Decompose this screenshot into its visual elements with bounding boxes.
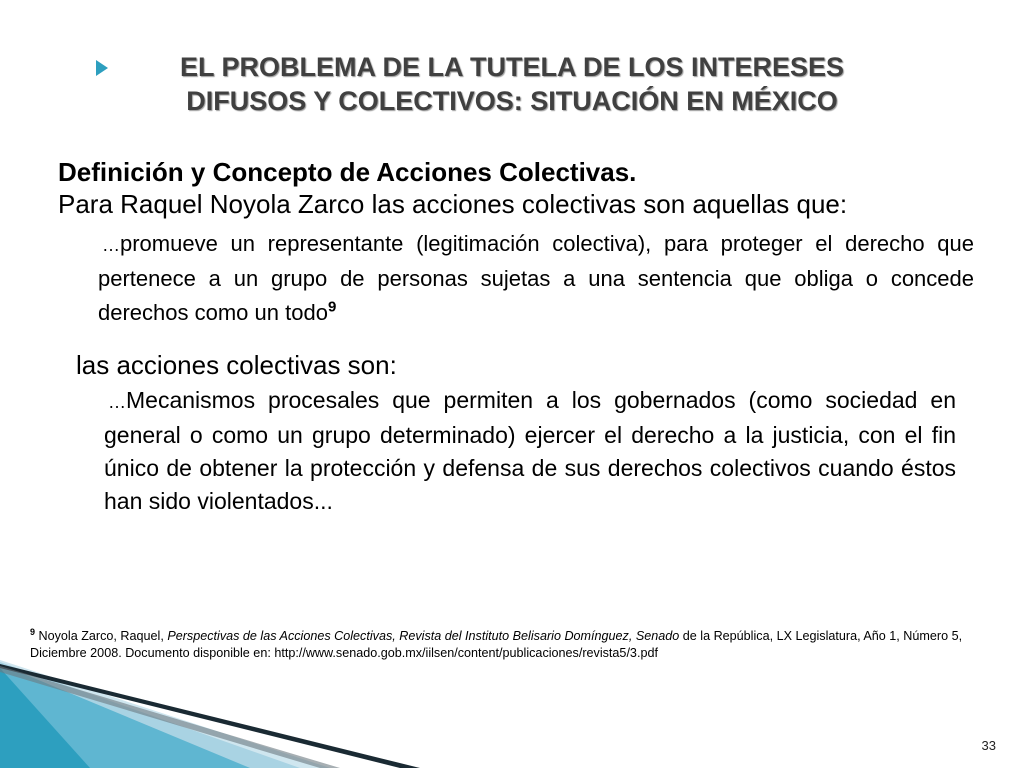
footnote-part-1: Noyola Zarco, Raquel,	[38, 629, 168, 643]
page-number: 33	[981, 738, 996, 753]
slide-title	[60, 50, 964, 118]
quote-definition-2	[104, 384, 956, 518]
slide-body	[58, 157, 974, 518]
slide-title-line-1: EL PROBLEMA DE LA TUTELA DE LOS INTERESES	[179, 52, 845, 82]
subheading: las acciones colectivas son:	[76, 350, 397, 380]
footnote-italic-title: Perspectivas de las Acciones Colectivas, Revista del Instituto Belisario Domínguez, Senado	[167, 629, 680, 643]
footnote-number: 9	[30, 626, 36, 637]
footnote-part-2: de la República, LX Legislatura, Año 1, Número 5, Diciembre 2008. Documento disponible en: http://www.senado.gob.mx/iilsen/content/publicaciones/revista5/3.pdf	[30, 629, 963, 660]
footnote	[30, 628, 996, 662]
section-heading: Definición y Concepto de Acciones Colectivas.	[58, 157, 637, 187]
quote-1-ellipsis: …	[102, 235, 120, 255]
slide-title-line-2: DIFUSOS Y COLECTIVOS: SITUACIÓN EN MÉXICO	[186, 86, 838, 116]
intro-paragraph: Para Raquel Noyola Zarco las acciones colectivas son aquellas que:	[58, 189, 848, 219]
quote-1-text: promueve un representante (legitimación colectiva), para proteger el derecho que pertenece a un grupo de personas sujetas a una sentencia que obliga o concede derechos como un todo	[98, 231, 974, 325]
footnote-reference: 9	[327, 298, 337, 316]
quote-definition-1	[98, 227, 974, 330]
quote-2-text: Mecanismos procesales que permiten a los gobernados (como sociedad en general o como un grupo determinado) ejercer el derecho a la justicia, con el fin único de obtener la protección y defensa de sus derechos colectivos cuando éstos han sido violentados...	[104, 387, 956, 514]
quote-2-ellipsis: …	[108, 392, 126, 412]
